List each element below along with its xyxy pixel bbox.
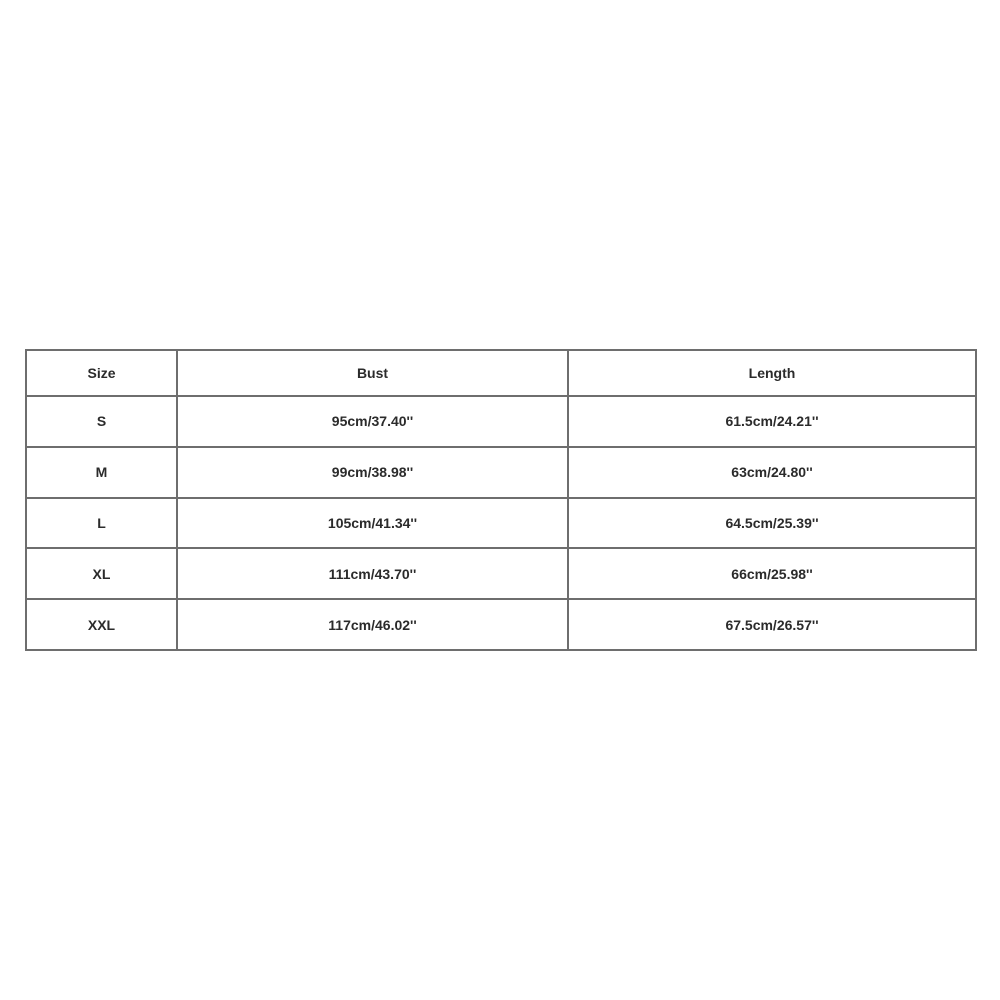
- length-cell: 66cm/25.98'': [568, 548, 976, 599]
- size-cell: M: [26, 447, 177, 498]
- table-row: [26, 498, 976, 549]
- bust-cell: 111cm/43.70'': [177, 548, 568, 599]
- size-chart-table: [25, 349, 977, 651]
- length-cell: 63cm/24.80'': [568, 447, 976, 498]
- table-header-row: [26, 350, 976, 396]
- bust-cell: 105cm/41.34'': [177, 498, 568, 549]
- bust-cell: 95cm/37.40'': [177, 396, 568, 447]
- size-cell: L: [26, 498, 177, 549]
- bust-cell: 99cm/38.98'': [177, 447, 568, 498]
- table-row: [26, 447, 976, 498]
- table-row: [26, 548, 976, 599]
- size-cell: S: [26, 396, 177, 447]
- column-header-bust: Bust: [177, 350, 568, 396]
- length-cell: 67.5cm/26.57'': [568, 599, 976, 650]
- bust-cell: 117cm/46.02'': [177, 599, 568, 650]
- table-row: [26, 396, 976, 447]
- length-cell: 64.5cm/25.39'': [568, 498, 976, 549]
- length-cell: 61.5cm/24.21'': [568, 396, 976, 447]
- size-cell: XL: [26, 548, 177, 599]
- size-cell: XXL: [26, 599, 177, 650]
- column-header-length: Length: [568, 350, 976, 396]
- column-header-size: Size: [26, 350, 177, 396]
- table-row: [26, 599, 976, 650]
